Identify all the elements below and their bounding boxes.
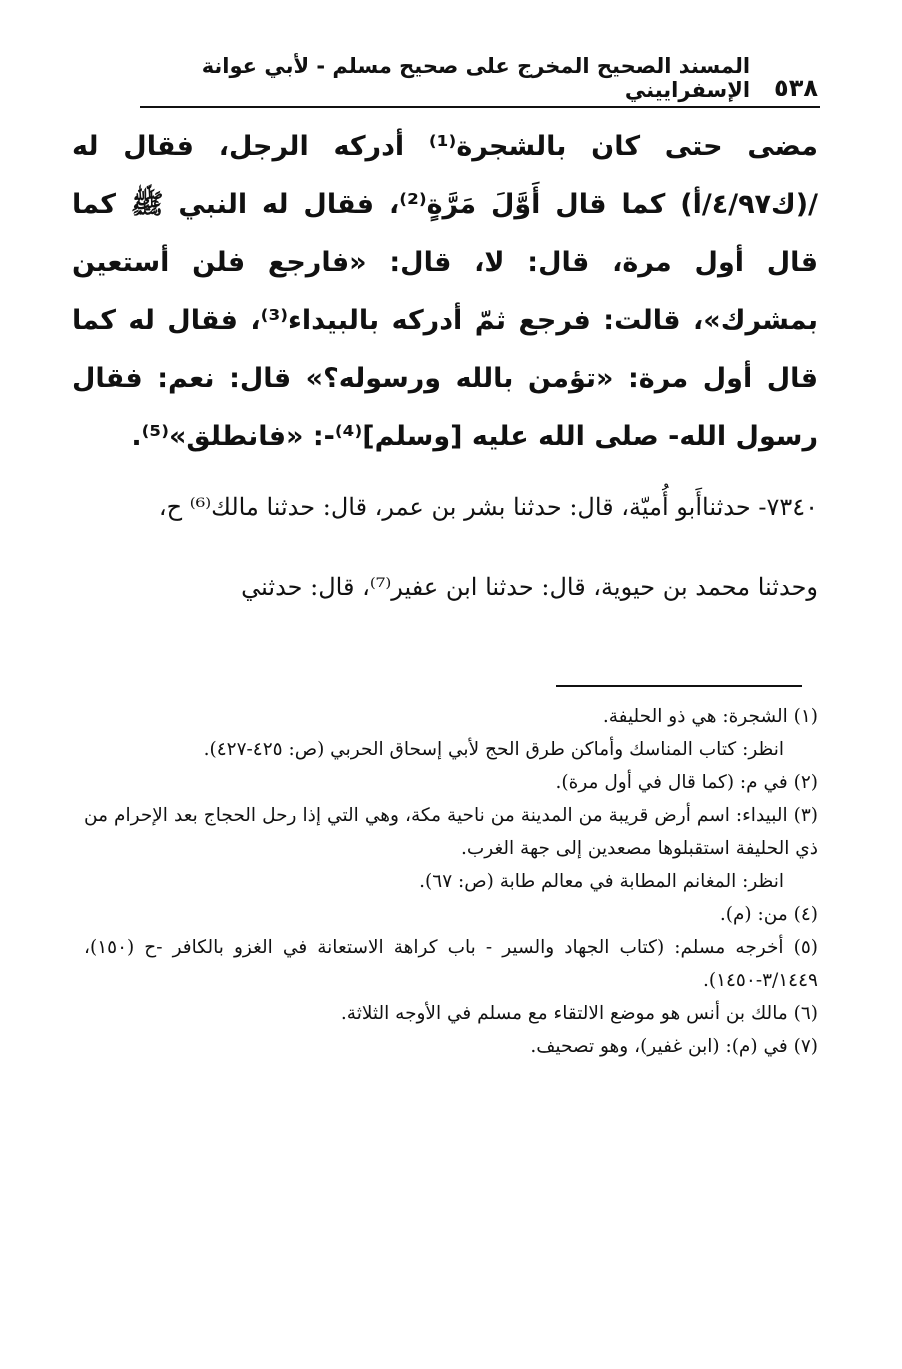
footnote-4: (٤) من: (م). bbox=[719, 904, 818, 925]
footnote-3: (٣) البيداء: اسم أرض قريبة من المدينة من ناحية مكة، وهي التي إذا رحل الحجاج بعد الإحرام من ذي الحليفة استقبلوها مصعدين إلى جهة الغرب. bbox=[84, 805, 818, 859]
page-header bbox=[150, 54, 818, 102]
footnote-rule bbox=[556, 685, 802, 687]
page-number: ٥٣٨ bbox=[774, 74, 818, 102]
footnote-2: (٢) في م: (كما قال في أول مرة). bbox=[555, 772, 818, 793]
footnote-5: (٥) أخرجه مسلم: (كتاب الجهاد والسير - باب كراهة الاستعانة في الغزو بالكافر -ح (١٥٠)، ٣/١٤٤٩-١٤٥٠). bbox=[84, 937, 818, 991]
hadith-7340: ٧٣٤٠- حدثناأَبو أُميّة، قال: حدثنا بشر بن عمر، قال: حدثنا مالك⁽⁶⁾ ح، bbox=[158, 493, 818, 521]
header-rule bbox=[140, 106, 820, 108]
footnote-1: (١) الشجرة: هي ذو الحليفة. bbox=[602, 706, 818, 727]
main-text bbox=[72, 118, 818, 616]
running-title: المسند الصحيح المخرج على صحيح مسلم - لأبي عوانة الإسفراييني bbox=[201, 54, 751, 102]
footnote-1-ref: انظر: كتاب المناسك وأماكن طرق الحج لأبي إسحاق الحربي (ص: ٤٢٥-٤٢٧). bbox=[203, 739, 784, 760]
footnote-3-ref: انظر: المغانم المطابة في معالم طابة (ص: ٦٧). bbox=[419, 871, 784, 892]
footnote-7: (٧) في (م): (ابن غفير)، وهو تصحيف. bbox=[530, 1036, 818, 1057]
footnote-6: (٦) مالك بن أنس هو موضع الالتقاء مع مسلم في الأوجه الثلاثة. bbox=[340, 1003, 818, 1024]
hadith-text: مضى حتى كان بالشجرة⁽¹⁾ أدركه الرجل، فقال له /(ك٤/٩٧/أ) كما قال أَوَّلَ مَرَّةٍ⁽²⁾، فقال له النبي ﷺ كما قال أول مرة، قال: لا، قال: «فارجع فلن أستعين بمشرك»، قالت: فرجع ثمّ أدركه بالبيداء⁽³⁾، فقال له كما قال أول مرة: «تؤمن بالله ورسوله؟» قال: نعم: فقال رسول الله- صلى الله عليه [وسلم]⁽⁴⁾-: «فانطلق»⁽⁵⁾. bbox=[72, 131, 818, 452]
isnad-chain: وحدثنا محمد بن حيوية، قال: حدثنا ابن عفير⁽⁷⁾، قال: حدثني bbox=[241, 573, 818, 601]
footnotes bbox=[84, 700, 818, 1063]
